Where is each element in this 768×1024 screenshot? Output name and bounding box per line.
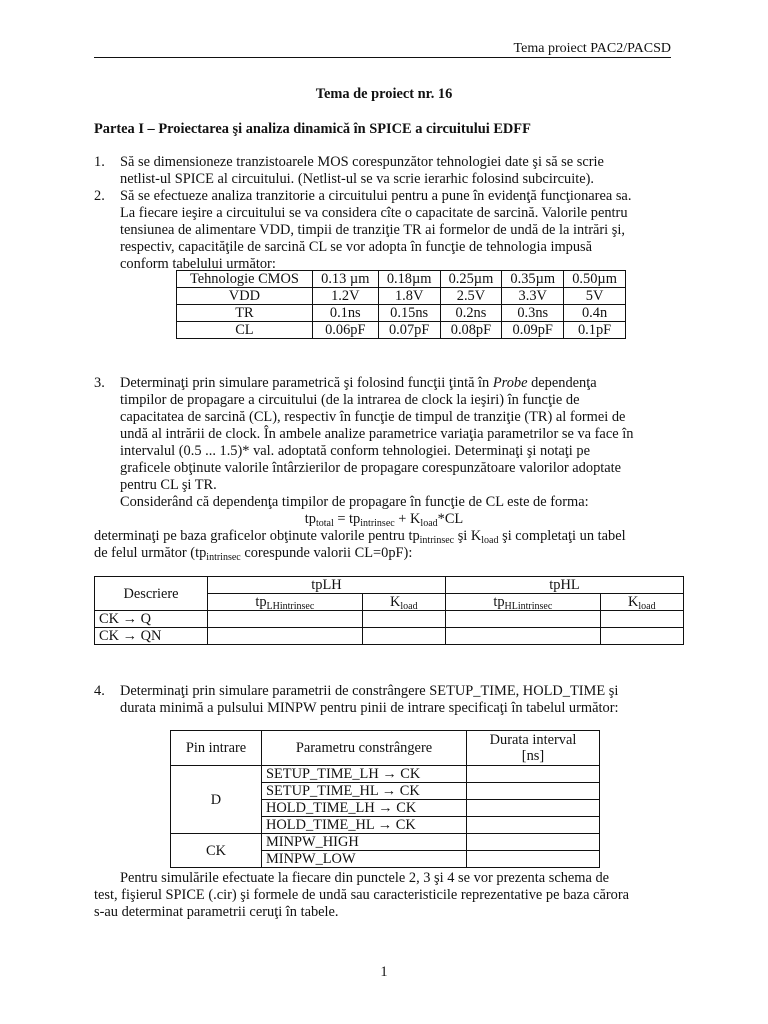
table-cell: 0.1ns <box>312 305 378 322</box>
item-1-line-2: netlist-ul SPICE al circuitului. (Netlist-ul se va scrie ierarhic folosind subcircuite). <box>120 171 594 187</box>
table-cell <box>467 834 600 851</box>
table-row <box>177 288 626 305</box>
item-number: 3. <box>94 375 105 391</box>
table-cell: 0.15ns <box>378 305 440 322</box>
delay-table <box>94 576 684 645</box>
item-3-line-7: pentru CL şi TR. <box>120 477 217 493</box>
table-cell: Pin intrare <box>171 731 262 766</box>
table-cell: 3.3V <box>502 288 564 305</box>
table-cell: CL <box>177 322 313 339</box>
table-row <box>177 305 626 322</box>
table-cell: 0.18µm <box>378 271 440 288</box>
table-row <box>171 834 600 851</box>
table-cell: D <box>171 766 262 834</box>
item-1 <box>94 154 674 188</box>
table-cell <box>445 628 600 645</box>
table-cell: 0.35µm <box>502 271 564 288</box>
table-header-row <box>171 731 600 766</box>
item-3-line-3: capacitatea de sarcină (CL), respectiv în funcţie de timpul de tranziţie (TR) al formei de <box>120 409 626 425</box>
table-cell: tpHL <box>445 577 683 594</box>
table-cell: $K_{load}$ <box>600 594 683 611</box>
technology-table <box>176 270 626 339</box>
table-cell: Durata interval [ns] <box>467 731 600 766</box>
closing-line-1: Pentru simulările efectuate la fiecare din punctele 2, 3 şi 4 se vor prezenta schema de <box>120 870 610 886</box>
table-cell <box>467 766 600 783</box>
table-cell: 0.13 µm <box>312 271 378 288</box>
table-cell: 0.06pF <box>312 322 378 339</box>
table-row <box>177 322 626 339</box>
table-header-row <box>177 271 626 288</box>
table-cell: tpLH <box>208 577 446 594</box>
table-cell: 0.08pF <box>440 322 502 339</box>
page-number: 1 <box>380 964 388 980</box>
tp-formula: $tp_{total} = tp_{intrinsec} + K_{load}*CL$ <box>304 511 464 529</box>
table-cell: 0.1pF <box>564 322 626 339</box>
item-3-line-2: timpilor de propagare a circuitului (de la intrarea de clock la ieşiri) în funcţie de <box>120 392 580 408</box>
item-3-line-1: Determinaţi prin simulare parametrică şi folosind funcţii ţintă în Probe dependenţa <box>120 375 597 391</box>
table-cell: SETUP_TIME_LH → CK <box>262 766 467 783</box>
table-cell: $tp_{HLintrinsec}$ <box>445 594 600 611</box>
item-4-line-1: Determinaţi prin simulare parametrii de constrângere SETUP_TIME, HOLD_TIME şi <box>120 683 619 699</box>
constraint-table <box>170 730 600 868</box>
table-cell: 2.5V <box>440 288 502 305</box>
item-3-line-9: determinaţi pe baza graficelor obţinute valorile pentru $tp_{intrinsec}$ şi $K_{load}$ şi completaţi un tabel <box>94 528 626 546</box>
item-2-line-5: conform tabelului următor: <box>120 256 276 272</box>
item-3 <box>94 375 674 511</box>
table-cell: CK → Q <box>95 611 208 628</box>
header-rule <box>94 57 671 58</box>
table-cell: 0.50µm <box>564 271 626 288</box>
table-cell: 1.2V <box>312 288 378 305</box>
item-1-line-1: Să se dimensioneze tranzistoarele MOS corespunzător tehnologiei date şi să se scrie <box>120 154 604 170</box>
table-cell <box>362 628 445 645</box>
table-cell <box>467 783 600 800</box>
item-3-line-8: Considerând că dependenţa timpilor de propagare în funcţie de CL este de forma: <box>120 494 589 510</box>
table-cell: 5V <box>564 288 626 305</box>
item-number: 4. <box>94 683 105 699</box>
item-2-line-1: Să se efectueze analiza tranzitorie a circuitului pentru a pune în evidenţă funcţionarea sa. <box>120 188 632 204</box>
closing-line-3: s-au determinat parametrii ceruţi în tabele. <box>94 904 339 920</box>
table-cell <box>467 800 600 817</box>
table-row <box>171 766 600 783</box>
table-header-row <box>95 577 684 594</box>
table-cell <box>362 611 445 628</box>
table-cell <box>467 851 600 868</box>
item-2-line-2: La fiecare ieşire a circuitului se va considera cîte o capacitate de sarcină. Valorile pentru <box>120 205 628 221</box>
table-cell: Descriere <box>95 577 208 611</box>
table-cell: MINPW_LOW <box>262 851 467 868</box>
table-cell <box>208 628 363 645</box>
table-cell: Tehnologie CMOS <box>177 271 313 288</box>
item-4-line-2: durata minimă a pulsului MINPW pentru pinii de intrare specificaţi în tabelul următor: <box>120 700 619 716</box>
closing-line-2: test, fişierul SPICE (.cir) şi formele de undă sau caracteristicile reprezentative pe baza cărora <box>94 887 629 903</box>
table-cell: SETUP_TIME_HL → CK <box>262 783 467 800</box>
table-cell <box>208 611 363 628</box>
table-cell: 0.07pF <box>378 322 440 339</box>
item-2-line-3: tensiunea de alimentare VDD, timpii de tranziţie TR ai formelor de undă de la intrări şi, <box>120 222 625 238</box>
item-3-line-6: graficele obţinute valorile întârzierilor de propagare corespunzătoare valorilor adoptate <box>120 460 622 476</box>
table-cell <box>445 611 600 628</box>
item-2-line-4: respectiv, capacităţile de sarcină CL se vor adopta în funcţie de tehnologia impusă <box>120 239 593 255</box>
item-3-line-10: de felul următor ($tp_{intrinsec}$ corespunde valorii CL=0pF): <box>94 545 413 563</box>
table-cell: 0.09pF <box>502 322 564 339</box>
table-cell: VDD <box>177 288 313 305</box>
part-title: Partea I – Proiectarea şi analiza dinamică în SPICE a circuitului EDFF <box>94 121 531 137</box>
item-4 <box>94 683 674 717</box>
item-2 <box>94 188 674 273</box>
table-cell <box>467 817 600 834</box>
table-cell: HOLD_TIME_LH → CK <box>262 800 467 817</box>
table-cell: Parametru constrângere <box>262 731 467 766</box>
table-row <box>95 628 684 645</box>
closing-paragraph <box>94 870 694 921</box>
table-cell: 0.4n <box>564 305 626 322</box>
table-cell: MINPW_HIGH <box>262 834 467 851</box>
table-cell <box>600 628 683 645</box>
table-cell: 1.8V <box>378 288 440 305</box>
item-number: 2. <box>94 188 105 204</box>
document-title: Tema de proiect nr. 16 <box>315 86 453 102</box>
table-cell: HOLD_TIME_HL → CK <box>262 817 467 834</box>
item-number: 1. <box>94 154 105 170</box>
table-cell: TR <box>177 305 313 322</box>
table-cell: $K_{load}$ <box>362 594 445 611</box>
table-cell: CK → QN <box>95 628 208 645</box>
table-cell: CK <box>171 834 262 868</box>
item-3-line-5: intervalul (0.5 ... 1.5)* val. adoptată conform tehnologiei. Determinaţi şi notaţi pe <box>120 443 590 459</box>
table-cell: 0.2ns <box>440 305 502 322</box>
table-cell: 0.3ns <box>502 305 564 322</box>
table-cell: $tp_{LHintrinsec}$ <box>208 594 363 611</box>
running-header: Tema proiect PAC2/PACSD <box>513 41 671 56</box>
item-3-line-4: undă al intrării de clock. În ambele analize parametrice variaţia parametrilor se va face în <box>120 426 634 442</box>
table-row <box>95 611 684 628</box>
table-cell <box>600 611 683 628</box>
item-3-continuation <box>94 528 694 562</box>
table-cell: 0.25µm <box>440 271 502 288</box>
